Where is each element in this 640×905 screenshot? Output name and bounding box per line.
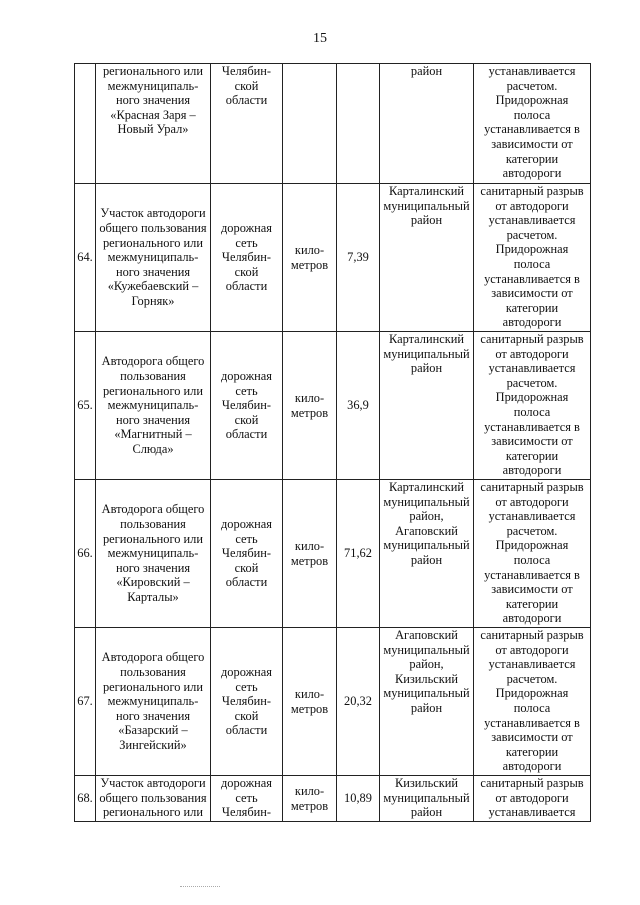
row-number: 64. <box>75 184 96 332</box>
zone-cell: санитарный разрыв от автодороги устанавливается расчетом. Придорожная полоса устанавливается в зависимости от категории автодороги <box>474 332 591 480</box>
table-row <box>75 480 591 628</box>
unit-cell: кило- метров <box>283 776 337 822</box>
road-type-cell: дорожная сеть Челябин- ской области <box>211 184 283 332</box>
road-type-cell: дорожная сеть Челябин- ской области <box>211 628 283 776</box>
unit-cell: кило- метров <box>283 480 337 628</box>
table-row <box>75 184 591 332</box>
row-number: 66. <box>75 480 96 628</box>
length-cell <box>337 64 380 184</box>
length-cell: 10,89 <box>337 776 380 822</box>
road-type-cell: дорожная сеть Челябин- ской области <box>211 332 283 480</box>
zone-cell: санитарный разрыв от автодороги устанавливается расчетом. Придорожная полоса устанавливается в зависимости от категории автодороги <box>474 628 591 776</box>
road-name-cell: Автодорога общего пользования регионального или межмуниципаль- ного значения «Базарский – Зингейский» <box>96 628 211 776</box>
road-type-cell: дорожная сеть Челябин- ской области <box>211 480 283 628</box>
zone-cell: санитарный разрыв от автодороги устанавливается расчетом. Придорожная полоса устанавливается в зависимости от категории автодороги <box>474 480 591 628</box>
road-name-cell: Автодорога общего пользования регионального или межмуниципаль- ного значения «Магнитный – Слюда» <box>96 332 211 480</box>
table-row <box>75 628 591 776</box>
table-row <box>75 776 591 822</box>
district-cell: Карталинский муниципальный район <box>380 332 474 480</box>
zone-cell: санитарный разрыв от автодороги устанавливается <box>474 776 591 822</box>
length-cell: 71,62 <box>337 480 380 628</box>
row-number <box>75 64 96 184</box>
road-name-cell: Автодорога общего пользования регионального или межмуниципаль- ного значения «Кировский – Карталы» <box>96 480 211 628</box>
district-cell: Карталинский муниципальный район <box>380 184 474 332</box>
district-cell: район <box>380 64 474 184</box>
zone-cell: устанавливается расчетом. Придорожная полоса устанавливается в зависимости от категории автодороги <box>474 64 591 184</box>
road-name-cell: Участок автодороги общего пользования регионального или <box>96 776 211 822</box>
road-type-cell: Челябин- ской области <box>211 64 283 184</box>
unit-cell <box>283 64 337 184</box>
unit-cell: кило- метров <box>283 184 337 332</box>
length-cell: 36,9 <box>337 332 380 480</box>
district-cell: Кизильский муниципальный район <box>380 776 474 822</box>
page-number: 15 <box>313 31 327 46</box>
district-cell: Карталинский муниципальный район, Агаповский муниципальный район <box>380 480 474 628</box>
table-row <box>75 332 591 480</box>
scan-artifact-line <box>180 886 220 887</box>
road-type-cell: дорожная сеть Челябин- <box>211 776 283 822</box>
table-row <box>75 64 591 184</box>
row-number: 67. <box>75 628 96 776</box>
row-number: 65. <box>75 332 96 480</box>
length-cell: 20,32 <box>337 628 380 776</box>
row-number: 68. <box>75 776 96 822</box>
unit-cell: кило- метров <box>283 628 337 776</box>
roads-table <box>74 63 591 822</box>
length-cell: 7,39 <box>337 184 380 332</box>
road-name-cell: Участок автодороги общего пользования регионального или межмуниципаль- ного значения «Кужебаевский – Горняк» <box>96 184 211 332</box>
road-name-cell: регионального или межмуниципаль- ного значения «Красная Заря – Новый Урал» <box>96 64 211 184</box>
district-cell: Агаповский муниципальный район, Кизильский муниципальный район <box>380 628 474 776</box>
unit-cell: кило- метров <box>283 332 337 480</box>
zone-cell: санитарный разрыв от автодороги устанавливается расчетом. Придорожная полоса устанавливается в зависимости от категории автодороги <box>474 184 591 332</box>
